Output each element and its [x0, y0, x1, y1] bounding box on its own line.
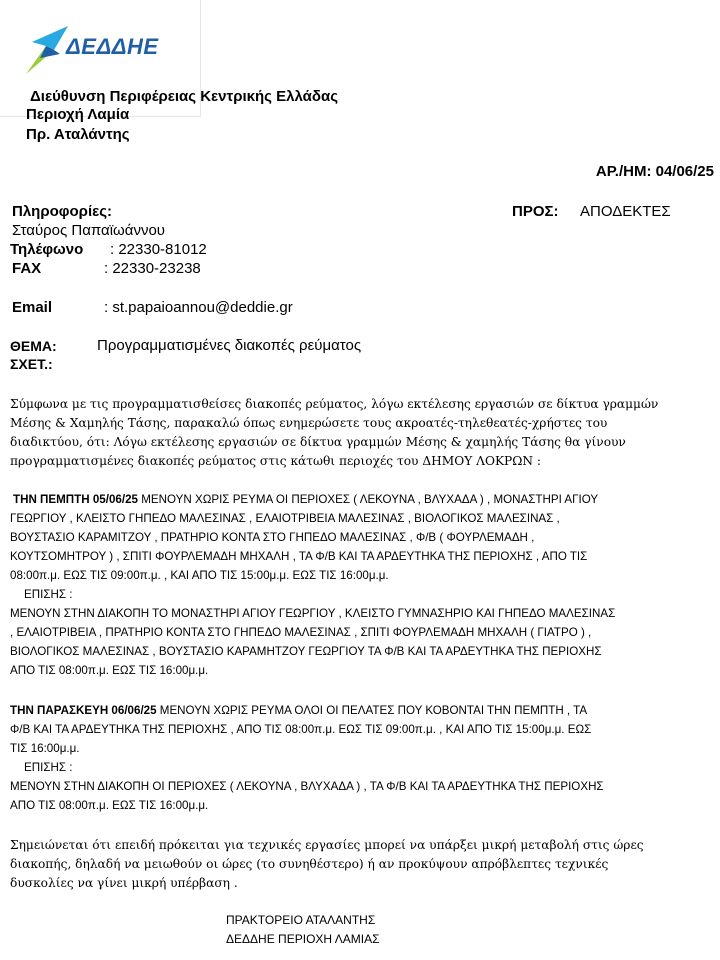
- thursday-line: ΓΕΩΡΓΙΟΥ , ΚΛΕΙΣΤΟ ΓΗΠΕΔΟ ΜΑΛΕΣΙΝΑΣ , ΕΛΑΙΟΤΡΙΒΕΙΑ ΜΑΛΕΣΙΝΑΣ , ΒΙΟΛΟΓΙΚΟΣ ΜΑΛΕΣΙΝΑΣ ,: [10, 512, 560, 525]
- directorate-title: Διεύθυνση Περιφέρειας Κεντρικής Ελλάδας: [30, 88, 338, 105]
- intro-line: Μέσης & Χαμηλής Τάσης, παρακαλώ όπως ενημερώσετε τους ακροατές-τηλεθεατές-χρήστες του: [10, 416, 608, 430]
- friday-section: [10, 701, 710, 815]
- email-label: Email: [12, 299, 53, 316]
- thursday-also-line: ΒΙΟΛΟΓΙΚΟΣ ΜΑΛΕΣΙΝΑΣ , ΒΟΥΣΤΑΣΙΟ ΚΑΡΑΜΗΤΖΟΥ ΓΕΩΡΓΙΟΥ ΤΑ Φ/Β ΚΑΙ ΤΑ ΑΡΔΕΥΤΗΚΑ ΤΗΣ ΠΕΡΙΟΧΗΣ: [10, 645, 602, 658]
- signature-line-office: ΠΡΑΚΤΟΡΕΙΟ ΑΤΑΛΑΝΤΗΣ: [226, 913, 376, 927]
- note-line: δυσκολίες να γίνει μικρή υπέρβαση .: [10, 876, 238, 890]
- friday-also-label: ΕΠΙΣΗΣ :: [24, 761, 73, 774]
- recipient-label: ΠΡΟΣ:: [512, 203, 559, 220]
- thursday-line: 08:00π.μ. ΕΩΣ ΤΙΣ 09:00π.μ. , ΚΑΙ ΑΠΟ ΤΙΣ 15:00μ.μ. ΕΩΣ ΤΙΣ 16:00μ.μ.: [10, 569, 389, 582]
- thursday-line: ΒΟΥΣΤΑΣΙΟ ΚΑΡΑΜΙΤΖΟΥ , ΠΡΑΤΗΡΙΟ ΚΟΝΤΑ ΣΤΟ ΓΗΠΕΔΟ ΜΑΛΕΣΙΝΑΣ , Φ/Β ( ΦΟΥΡΛΕΜΑΔΗ ,: [10, 531, 535, 544]
- phone-label: Τηλέφωνο: [10, 241, 84, 258]
- intro-paragraph: [10, 395, 710, 471]
- signature-line-region: ΔΕΔΔΗΕ ΠΕΡΙΟΧΗ ΛΑΜΙΑΣ: [226, 932, 380, 946]
- logo-text: ΔΕΔΔΗΕ: [66, 34, 159, 59]
- thursday-first-line-text: ΜΕΝΟΥΝ ΧΩΡΙΣ ΡΕΥΜΑ ΟΙ ΠΕΡΙΟΧΕΣ ( ΛΕΚΟΥΝΑ , ΒΛΥΧΑΔΑ ) , ΜΟΝΑΣΤΗΡΙ ΑΓΙΟΥ: [138, 493, 599, 506]
- signature-block: [226, 911, 380, 949]
- friday-also-line: ΑΠΟ ΤΙΣ 08:00π.μ. ΕΩΣ ΤΙΣ 16:00μ.μ.: [10, 799, 209, 812]
- thursday-also-line: , ΕΛΑΙΟΤΡΙΒΕΙΑ , ΠΡΑΤΗΡΙΟ ΚΟΝΤΑ ΣΤΟ ΓΗΠΕΔΟ ΜΑΛΕΣΙΝΑΣ , ΣΠΙΤΙ ΦΟΥΡΛΕΜΑΔΗ ΜΗΧΑΛΗ ( ΓΙΑΤΡΟ ) ,: [10, 626, 592, 639]
- intro-line: Σύμφωνα με τις προγραμματισθείσες διακοπές ρεύματος, λόγω εκτέλεσης εργασιών σε δίκτυα γραμμών: [10, 397, 659, 411]
- thursday-also-label: ΕΠΙΣΗΣ :: [24, 588, 73, 601]
- intro-line: διαδικτύου, ότι: Λόγω εκτέλεσης εργασιών σε δίκτυα γραμμών Μέσης & χαμηλής Τάσης θα γίνουν: [10, 435, 626, 449]
- thursday-date: ΤΗΝ ΠΕΜΠΤΗ 05/06/25: [13, 493, 138, 506]
- email-value[interactable]: : st.papaioannou@deddie.gr: [104, 299, 293, 316]
- recipient-value: ΑΠΟΔΕΚΤΕΣ: [580, 203, 671, 220]
- protocol-number: ΑΡ./ΗΜ: 04/06/25: [595, 163, 714, 180]
- subject-label: ΘΕΜΑ:: [10, 338, 57, 354]
- contact-name: Σταύρος Παπαϊωάννου: [12, 222, 165, 239]
- thursday-section: [10, 490, 710, 680]
- note-line: διακοπής, δηλαδή να μειωθούν οι ώρες (το συνηθέστερο) ή αν προκύψουν απρόβλεπτες τεχνικές: [10, 857, 609, 871]
- region-title: Περιοχή Λαμία: [26, 106, 130, 123]
- thursday-also-line: ΑΠΟ ΤΙΣ 08:00π.μ. ΕΩΣ ΤΙΣ 16:00μ.μ.: [10, 664, 209, 677]
- office-title: Πρ. Αταλάντης: [26, 126, 130, 143]
- friday-line: Φ/Β ΚΑΙ ΤΑ ΑΡΔΕΥΤΗΚΑ ΤΗΣ ΠΕΡΙΟΧΗΣ , ΑΠΟ ΤΙΣ 08:00π.μ. ΕΩΣ ΤΙΣ 09:00π.μ. , ΚΑΙ ΑΠΟ ΤΙΣ 15:00μ.μ. ΕΩΣ: [10, 723, 592, 736]
- reference-label: ΣΧΕΤ.:: [10, 356, 53, 372]
- fax-label: FAX: [12, 260, 42, 277]
- phone-value: : 22330-81012: [110, 241, 207, 258]
- subject-value: Προγραμματισμένες διακοπές ρεύματος: [97, 337, 362, 354]
- friday-first-line-text: ΜΕΝΟΥΝ ΧΩΡΙΣ ΡΕΥΜΑ ΟΛΟΙ ΟΙ ΠΕΛΑΤΕΣ ΠΟΥ ΚΟΒΟΝΤΑΙ ΤΗΝ ΠΕΜΠΤΗ , ΤΑ: [156, 704, 588, 717]
- note-paragraph: [10, 836, 710, 893]
- friday-line: ΤΙΣ 16:00μ.μ.: [10, 742, 80, 755]
- info-label: Πληροφορίες:: [12, 203, 113, 220]
- thursday-line: ΚΟΥΤΣΟΜΗΤΡΟΥ ) , ΣΠΙΤΙ ΦΟΥΡΛΕΜΑΔΗ ΜΗΧΑΛΗ , ΤΑ Φ/Β ΚΑΙ ΤΑ ΑΡΔΕΥΤΗΚΑ ΤΗΣ ΠΕΡΙΟΧΗΣ , ΑΠΟ ΤΙΣ: [10, 550, 588, 563]
- fax-value: : 22330-23238: [104, 260, 201, 277]
- thursday-first-line: [10, 490, 710, 509]
- intro-line: προγραμματισμένες διακοπές ρεύματος στις κάτωθι περιοχές του ΔΗΜΟΥ ΛΟΚΡΩΝ :: [10, 454, 541, 468]
- friday-date: ΤΗΝ ΠΑΡΑΣΚΕΥΗ 06/06/25: [10, 704, 157, 717]
- note-line: Σημειώνεται ότι επειδή πρόκειται για τεχνικές εργασίες μπορεί να υπάρξει μικρή μεταβολή στις ώρες: [10, 838, 644, 852]
- thursday-also-line: ΜΕΝΟΥΝ ΣΤΗΝ ΔΙΑΚΟΠΗ ΤΟ ΜΟΝΑΣΤΗΡΙ ΑΓΙΟΥ ΓΕΩΡΓΙΟΥ , ΚΛΕΙΣΤΟ ΓΥΜΝΑΣΗΡΙΟ ΚΑΙ ΓΗΠΕΔΟ ΜΑΛΕΣΙΝΑΣ: [10, 607, 616, 620]
- friday-also-line: ΜΕΝΟΥΝ ΣΤΗΝ ΔΙΑΚΟΠΗ ΟΙ ΠΕΡΙΟΧΕΣ ( ΛΕΚΟΥΝΑ , ΒΛΥΧΑΔΑ ) , ΤΑ Φ/Β ΚΑΙ ΤΑ ΑΡΔΕΥΤΗΚΑ ΤΗΣ ΠΕΡΙΟΧΗΣ: [10, 780, 604, 793]
- friday-first-line: [10, 701, 710, 720]
